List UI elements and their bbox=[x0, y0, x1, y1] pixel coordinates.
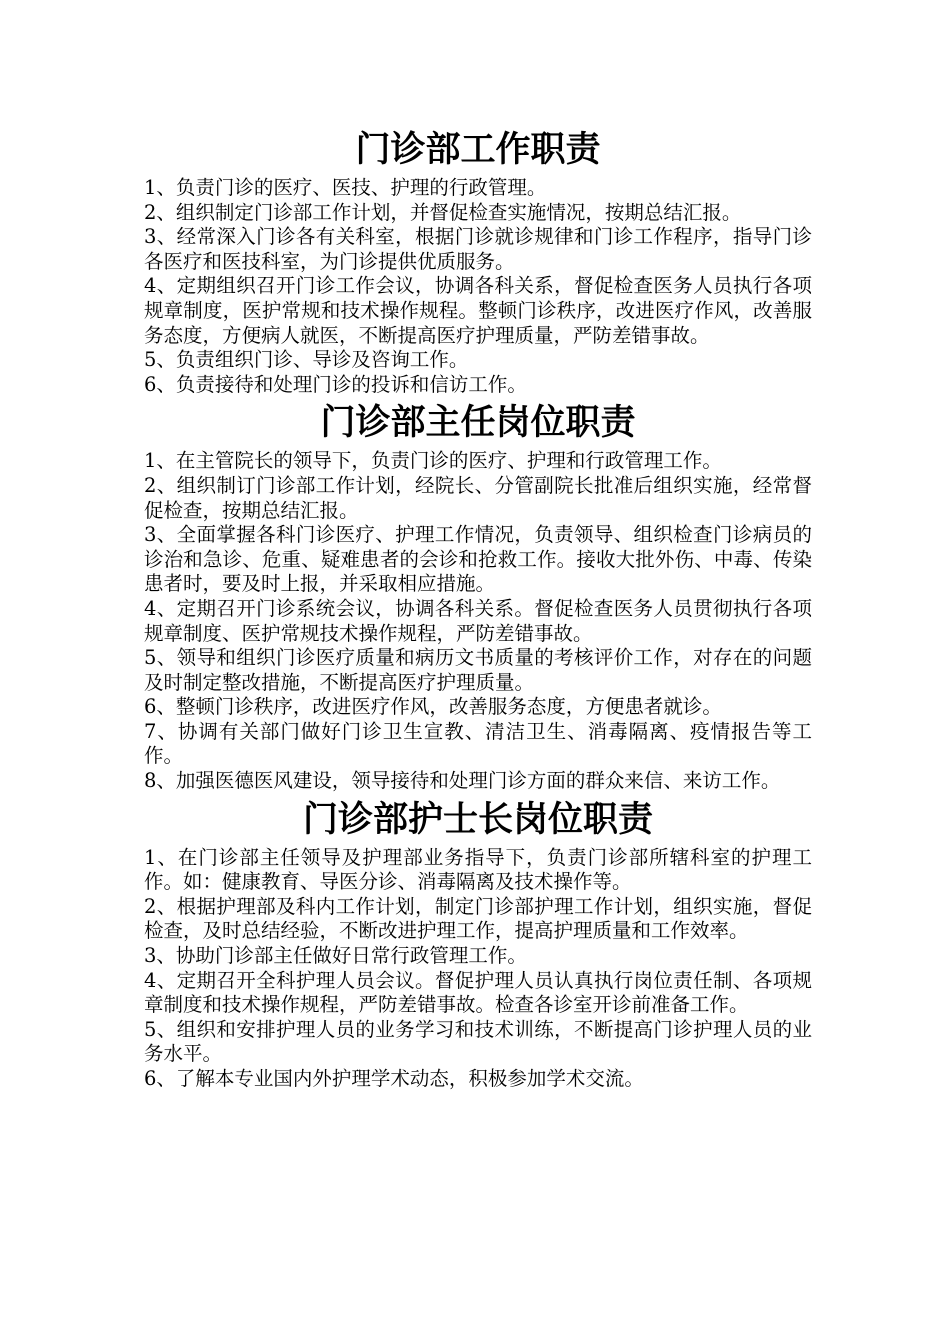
list-item: 8、加强医德医风建设，领导接待和处理门诊方面的群众来信、来访工作。 bbox=[144, 769, 781, 793]
list-item: 1、在门诊部主任领导及护理部业务指导下，负责门诊部所辖科室的护理工作。如：健康教育、导医分诊、消毒隔离及技术操作等。 bbox=[144, 845, 812, 894]
list-item: 2、组织制定门诊部工作计划，并督促检查实施情况，按期总结汇报。 bbox=[144, 200, 742, 224]
list-item: 6、了解本专业国内外护理学术动态，积极参加学术交流。 bbox=[144, 1067, 644, 1090]
list-item: 7、协调有关部门做好门诊卫生宣教、清洁卫生、消毒隔离、疫情报告等工作。 bbox=[144, 719, 812, 768]
section-title: 门诊部护士长岗位职责 bbox=[302, 798, 653, 840]
list-item: 3、全面掌握各科门诊医疗、护理工作情况，负责领导、组织检查门诊病员的诊治和急诊、危重、疑难患者的会诊和抢救工作。接收大批外伤、中毒、传染患者时，要及时上报，并采取相应措施。 bbox=[144, 523, 812, 596]
list-item: 2、根据护理部及科内工作计划，制定门诊部护理工作计划，组织实施，督促检查，及时总结经验，不断改进护理工作，提高护理质量和工作效率。 bbox=[144, 894, 812, 943]
list-item: 4、定期召开全科护理人员会议。督促护理人员认真执行岗位责任制、各项规章制度和技术操作规程，严防差错事故。检查各诊室开诊前准备工作。 bbox=[144, 968, 812, 1017]
list-item: 5、领导和组织门诊医疗质量和病历文书质量的考核评价工作，对存在的问题及时制定整改措施，不断提高医疗护理质量。 bbox=[144, 646, 812, 694]
list-item: 5、负责组织门诊、导诊及咨询工作。 bbox=[144, 348, 469, 372]
section-director-duties bbox=[144, 397, 812, 793]
list-item: 3、协助门诊部主任做好日常行政管理工作。 bbox=[144, 944, 527, 968]
list-item: 6、负责接待和处理门诊的投诉和信访工作。 bbox=[144, 372, 527, 396]
list-item: 1、负责门诊的医疗、医技、护理的行政管理。 bbox=[144, 176, 547, 199]
section-title: 门诊部主任岗位职责 bbox=[320, 402, 636, 444]
list-item: 2、组织制订门诊部工作计划，经院长、分管副院长批准后组织实施，经常督促检查，按期总结汇报。 bbox=[144, 473, 812, 522]
list-item: 3、经常深入门诊各有关科室，根据门诊就诊规律和门诊工作程序，指导门诊各医疗和医技科室，为门诊提供优质服务。 bbox=[144, 225, 812, 273]
section-title: 门诊部工作职责 bbox=[355, 129, 601, 170]
list-item: 5、组织和安排护理人员的业务学习和技术训练，不断提高门诊护理人员的业务水平。 bbox=[144, 1017, 812, 1066]
document-page bbox=[144, 120, 812, 1092]
list-item: 4、定期召开门诊系统会议，协调各科关系。督促检查医务人员贯彻执行各项规章制度、医护常规技术操作规程，严防差错事故。 bbox=[144, 596, 812, 645]
list-item: 1、在主管院长的领导下，负责门诊的医疗、护理和行政管理工作。 bbox=[144, 449, 722, 473]
list-item: 4、定期组织召开门诊工作会议，协调各科关系，督促检查医务人员执行各项规章制度，医护常规和技术操作规程。整顿门诊秩序，改进医疗作风，改善服务态度，方便病人就医，不断提高医疗护理质量，严防差错事故。 bbox=[144, 274, 812, 347]
list-item: 6、整顿门诊秩序，改进医疗作风，改善服务态度，方便患者就诊。 bbox=[144, 695, 722, 719]
section-outpatient-duties bbox=[144, 124, 812, 397]
section-head-nurse-duties bbox=[144, 794, 812, 1092]
